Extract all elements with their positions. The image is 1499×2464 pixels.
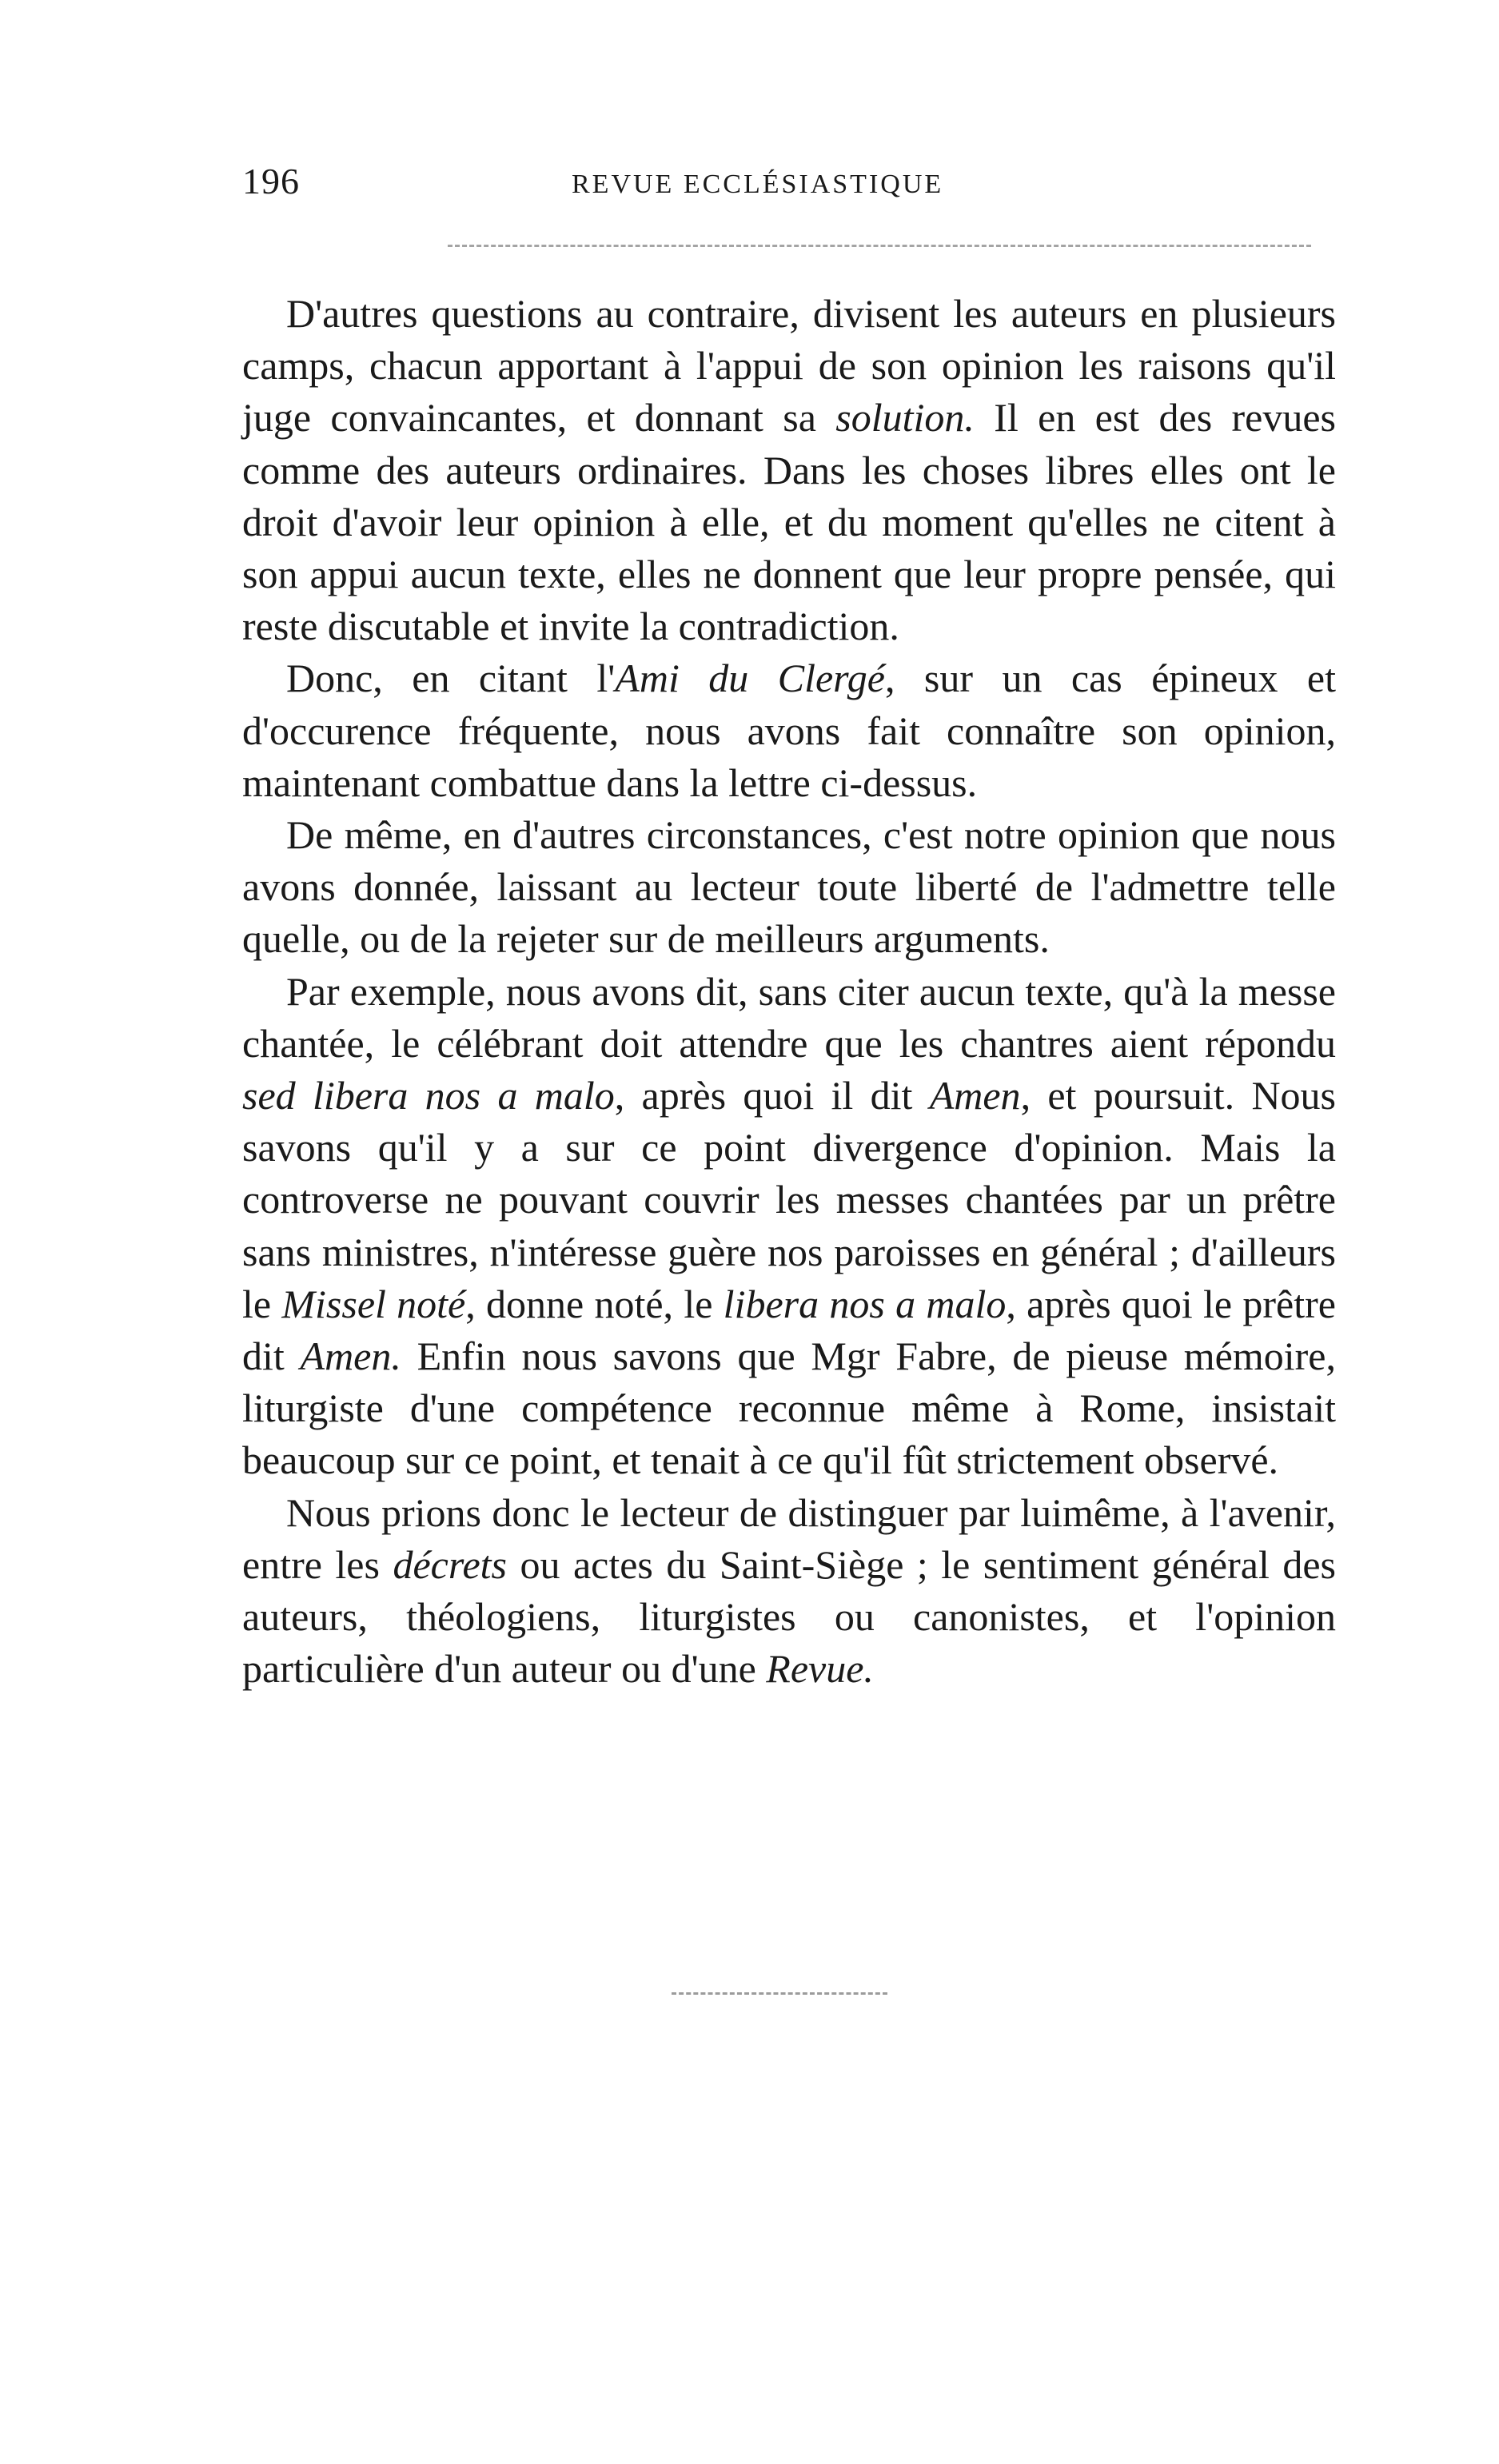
text-run: Donc, en citant l': [286, 656, 616, 701]
text-run: , après quoi il dit: [614, 1073, 930, 1118]
end-rule: [672, 1992, 887, 1995]
text-run: D'autres questions au contraire, divisent les auteurs en plusieurs camps, chacun apportant à l'appui de son opinion les raisons qu'il juge convaincantes, et donnant sa: [242, 291, 1336, 441]
running-head: REVUE ECCLÉSIASTIQUE: [572, 169, 944, 199]
italic-run: solution.: [835, 395, 975, 441]
text-run: ou actes du Saint-Siège ; le sentiment général des auteurs, théologiens, liturgistes ou canonistes, et l'opinion particulière d'un auteur ou d'une: [242, 1541, 1336, 1692]
text-run: , et poursuit. Nous savons qu'il y a sur ce point divergence d'opinion. Mais la controverse ne pouvant couvrir les messes chantées par un prêtre sans ministres, n'intéresse guère nos paroisses en général ; d'ailleurs le: [242, 1073, 1337, 1326]
page-number: 196: [242, 161, 300, 201]
italic-run: sed libera nos a malo: [242, 1073, 615, 1118]
text-run: , après quoi le prêtre dit: [242, 1281, 1336, 1379]
text-run: Il en est des revues comme des auteurs ordinaires. Dans les choses libres elles ont le droit d'avoir leur opinion à elle, et du moment qu'elles ne citent à son appui aucun texte, elles ne donnent que leur propre pensée, qui reste discutable et invite la contradiction.: [242, 395, 1337, 649]
text-run: Par exemple, nous avons dit, sans citer aucun texte, qu'à la messe chantée, le célébrant doit attendre que les chantres aient répondu: [242, 968, 1336, 1066]
italic-run: Revue.: [766, 1646, 874, 1692]
text-run: Enfin nous savons que Mgr Fabre, de pieuse mémoire, liturgiste d'une compétence reconnue même à Rome, insistait beaucoup sur ce point, et tenait à ce qu'il fût strictement observé.: [242, 1334, 1336, 1483]
italic-run: Amen: [929, 1073, 1021, 1118]
italic-run: Missel noté: [281, 1281, 466, 1326]
paragraph: [242, 288, 1336, 652]
paragraph: [242, 966, 1336, 1487]
text-run: , donne noté, le: [465, 1281, 724, 1326]
paragraph: [242, 1487, 1336, 1696]
body-text: [242, 288, 1336, 1695]
italic-run: Ami du Clergé: [615, 656, 885, 701]
paragraph: [242, 652, 1336, 809]
italic-run: libera nos a malo: [723, 1281, 1007, 1326]
header-rule: [448, 245, 1311, 247]
text-run: , sur un cas épineux et d'occurence fréquente, nous avons fait connaître son opinion, maintenant combattue dans la lettre ci-dessus.: [242, 656, 1337, 805]
paragraph: [242, 809, 1336, 966]
italic-run: décrets: [393, 1541, 507, 1587]
italic-run: Amen.: [300, 1334, 401, 1379]
text-run: Nous prions donc le lecteur de distinguer par luimême, à l'avenir, entre les: [242, 1489, 1336, 1587]
text-run: De même, en d'autres circonstances, c'est notre opinion que nous avons donnée, laissant au lecteur toute liberté de l'admettre telle quelle, ou de la rejeter sur de meilleurs arguments.: [242, 812, 1336, 962]
